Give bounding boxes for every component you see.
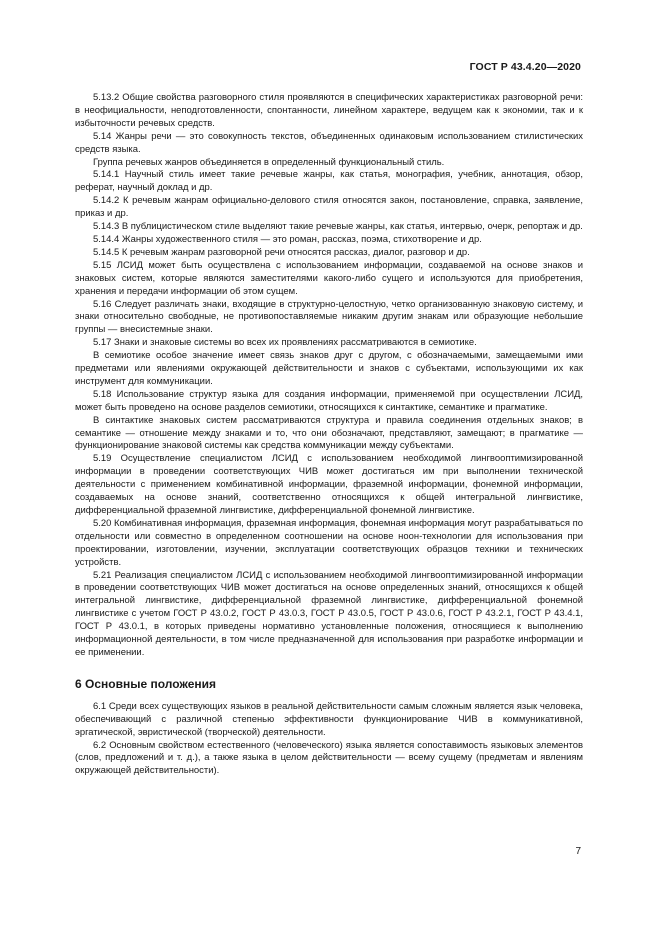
paragraph: 5.14.3 В публицистическом стиле выделяют такие речевые жанры, как статья, интервью, очерк, репортаж и др. (93, 221, 583, 233)
paragraph: 6.1 Среди всех существующих языков в реальной действительности самым сложным является язык человека, обеспечивающий с различной степенью эффективности функционирование ЧИВ в коммуникативной, эргатической, эвристической (творческой) деятельности. (75, 700, 583, 738)
paragraph: 5.14.4 Жанры художественного стиля — это роман, рассказ, поэма, стихотворение и др. (93, 233, 482, 245)
paragraph: 5.18 Использование структур языка для создания информации, применяемой при осуществлении ЛСИД, может быть проведено на основе разделов семиотики, относящихся к синтактике, семантике и прагматике. (75, 388, 583, 413)
section-title: 6 Основные положения (75, 676, 217, 691)
paragraph: 5.17 Знаки и знаковые системы во всех их проявлениях рассматриваются в семиотике. (93, 337, 477, 349)
paragraphs-before-section (75, 92, 583, 660)
paragraph: 5.19 Осуществление специалистом ЛСИД с использованием необходимой лингвооптимизированной информации в проведении соответствующих ЧИВ может достигаться им при выполнении технической деятельности с применением комбинативной информации, фраземной информации, фонемной информации, создаваемых на основе знаний, соответственно относящихся к общей интегральной лингвистике, дифференциальной фраземной лингвистике, дифференциальной фонемной лингвистике. (75, 453, 583, 516)
paragraphs-after-section (75, 701, 583, 778)
page-number: 7 (575, 846, 581, 857)
paragraph: 6.2 Основным свойством естественного (человеческого) языка является сопоставимость языковых элементов (слов, предложений и т. д.), а также языка в целом действительности — всему сущему (предметам и явлениям окружающей действительности). (75, 739, 583, 777)
paragraph: В синтактике знаковых систем рассматриваются структура и правила соединения отдельных знаков; в семантике — отношение между знаками и то, что они обозначают, представляют, замещают; в прагматике — функционирование знаковой системы как средства коммуникации между субъектами. (75, 414, 583, 452)
paragraph: 5.15 ЛСИД может быть осуществлена с использованием информации, создаваемой на основе знаков и знаковых систем, которые являются заместителями какого-либо сущего и используются для приобретения, хранения и передачи информации об этом сущем. (75, 259, 583, 297)
document-code-header: ГОСТ Р 43.4.20—2020 (469, 61, 581, 73)
document-body (75, 92, 583, 778)
paragraph: 5.14 Жанры речи — это совокупность текстов, объединенных одинаковым использованием стилистических средств языка. (75, 130, 583, 155)
paragraph: 5.14.5 К речевым жанрам разговорной речи относятся рассказ, диалог, разговор и др. (93, 246, 470, 258)
paragraph: 5.21 Реализация специалистом ЛСИД с использованием необходимой лингвооптимизированной информации в проведении соответствующих ЧИВ может достигаться на основе определенных знаний, относящихся к общей интегральной лингвистике, дифференциальной фраземной лингвистике, дифференциальной фонемной лингвистике с учетом ГОСТ Р 43.0.2, ГОСТ Р 43.0.3, ГОСТ Р 43.0.5, ГОСТ Р 43.0.6, ГОСТ Р 43.2.1, ГОСТ Р 43.4.1, ГОСТ Р 43.0.1, в которых приведены нормативно установленные положения, относящиеся к выполнению информационной деятельности, в том числе предназначенной для использования при разработке информации и ее применении. (75, 569, 583, 658)
paragraph: 5.14.1 Научный стиль имеет такие речевые жанры, как статья, монография, учебник, аннотация, обзор, реферат, научный доклад и др. (75, 169, 583, 194)
paragraph: Группа речевых жанров объединяется в определенный функциональный стиль. (93, 156, 445, 168)
paragraph: 5.16 Следует различать знаки, входящие в структурно-целостную, четко организованную знаковую систему, и знаки относительно свободные, не противопоставляемые никаким другим знакам или образующие небольшие группы — внесистемные знаки. (75, 298, 583, 336)
paragraph: 5.14.2 К речевым жанрам официально-делового стиля относятся закон, постановление, справка, заявление, приказ и др. (75, 195, 583, 220)
paragraph: 5.13.2 Общие свойства разговорного стиля проявляются в специфических характеристиках разговорной речи: в неофициальности, неподготовленности, спонтанности, линейном характере, ведущем как к экономии, так и к избыточности речевых средств. (75, 92, 583, 129)
paragraph: В семиотике особое значение имеет связь знаков друг с другом, с обозначаемыми, замещаемыми ими предметами или явлениями окружающей действительности и знаков с субъектами, использующими их как инструмент для коммуникации. (75, 350, 583, 387)
paragraph: 5.20 Комбинативная информация, фраземная информация, фонемная информация могут разрабатываться по отдельности или совместно в определенном соотношении на основе ноон-технологии для использования при проектировании, изготовлении, изучении, эксплуатации соответствующих образцов техники и технических устройств. (75, 517, 583, 568)
